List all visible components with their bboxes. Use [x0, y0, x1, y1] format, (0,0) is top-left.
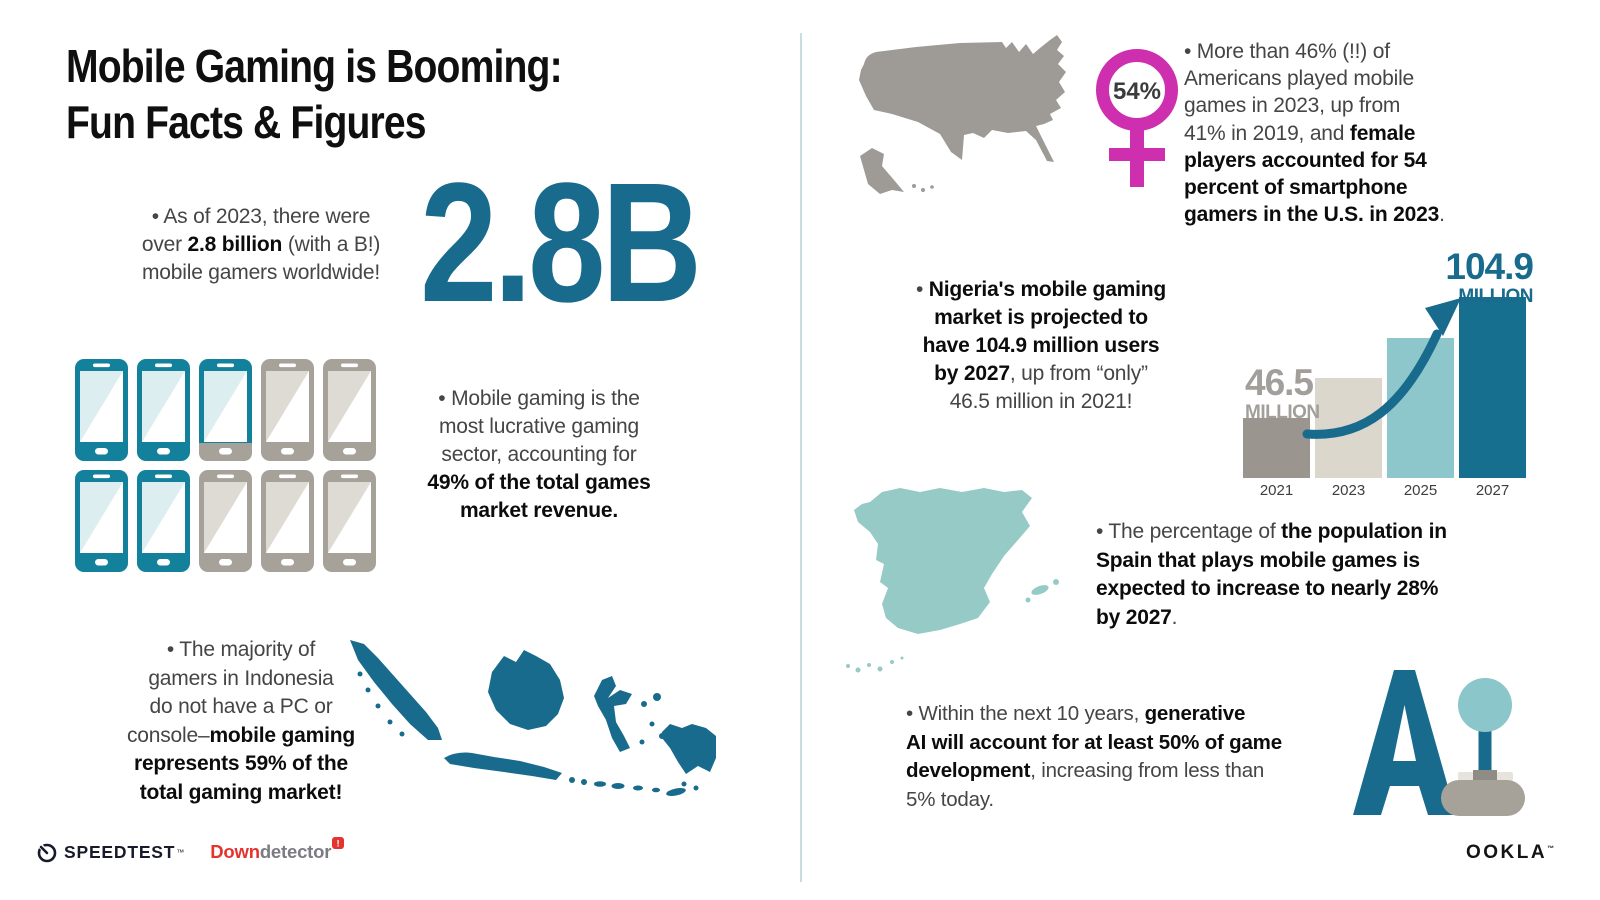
ookla-wordmark: OOKLA	[1466, 842, 1548, 863]
phone-icon	[136, 358, 191, 462]
female-symbol-icon	[1090, 44, 1186, 194]
fact-worldwide-gamers: • As of 2023, there were over 2.8 billion (with a B!) mobile gamers worldwide!	[141, 205, 381, 284]
ookla-tm: ™	[1547, 845, 1555, 853]
x-tick-2027: 2027	[1475, 482, 1510, 499]
downdetector-logo	[210, 838, 344, 863]
downdetector-alert-icon	[332, 837, 344, 849]
chart-unit-2021: MILLION	[1245, 402, 1320, 423]
female-badge-value: 54%	[1112, 78, 1162, 105]
phone-icon	[260, 469, 315, 573]
x-tick-2023: 2023	[1331, 482, 1366, 499]
fact-nigeria: • Nigeria's mobile gaming market is projected to have 104.9 million users by 2027, up from “only” 46.5 million in 2021!	[915, 278, 1167, 413]
ai-joystick-icon	[1338, 658, 1538, 820]
chart-value-2027: 104.9	[1445, 246, 1533, 287]
us-map-icon	[856, 34, 1096, 198]
phone-icon	[260, 358, 315, 462]
speedtest-wordmark: SPEEDTEST	[64, 841, 176, 862]
downdetector-word-down: Down	[210, 841, 260, 862]
phone-icon	[136, 469, 191, 573]
fact-indonesia: • The majority of gamers in Indonesia do not have a PC or console–mobile gaming represents 59% of the total gaming market!	[126, 638, 356, 804]
page-title-line2: Fun Facts & Figures	[66, 96, 426, 149]
fact-generative-ai: • Within the next 10 years, generative AI will account for at least 50% of game development, increasing from less than 5% today.	[906, 702, 1282, 811]
phone-icon	[198, 469, 253, 573]
phone-icon	[74, 469, 129, 573]
fact-market-revenue: • Mobile gaming is the most lucrative gaming sector, accounting for 49% of the total games market revenue.	[427, 387, 651, 522]
svg-text:!: !	[336, 838, 340, 849]
fact-us-players: • More than 46% (!!) of Americans played mobile games in 2023, up from 41% in 2019, and female players accounted for 54 percent of smartphone gamers in the U.S. in 2023.	[1184, 40, 1445, 227]
x-tick-2021: 2021	[1259, 482, 1294, 499]
speedtest-tm: ™	[176, 847, 185, 857]
x-tick-2025: 2025	[1403, 482, 1438, 499]
phone-pictograph	[74, 358, 377, 573]
chart-value-2021: 46.5	[1245, 362, 1314, 403]
phone-icon	[322, 469, 377, 573]
phone-icon	[198, 358, 253, 462]
speedtest-gauge-icon	[36, 841, 58, 863]
letter-a-shape	[1353, 670, 1456, 815]
page-title-line1: Mobile Gaming is Booming:	[66, 40, 562, 92]
spain-map-icon	[842, 470, 1084, 684]
speedtest-logo	[36, 841, 184, 863]
fact-spain: • The percentage of the population in Spain that plays mobile games is expected to increase to nearly 28% by 2027.	[1096, 520, 1447, 629]
phone-icon	[74, 358, 129, 462]
column-divider	[800, 33, 802, 882]
page-title	[66, 38, 562, 150]
indonesia-map-icon	[344, 640, 716, 812]
chart-unit-2027: MILLION	[1458, 286, 1533, 307]
phone-icon	[322, 358, 377, 462]
ookla-logo	[1466, 842, 1554, 864]
footer-brands	[36, 838, 344, 863]
nigeria-users-bar-chart	[1215, 246, 1537, 504]
growth-arrow-icon	[1215, 246, 1537, 504]
downdetector-word-detector: detector	[259, 841, 332, 862]
big-number-2-8b: 2.8B	[420, 148, 699, 338]
